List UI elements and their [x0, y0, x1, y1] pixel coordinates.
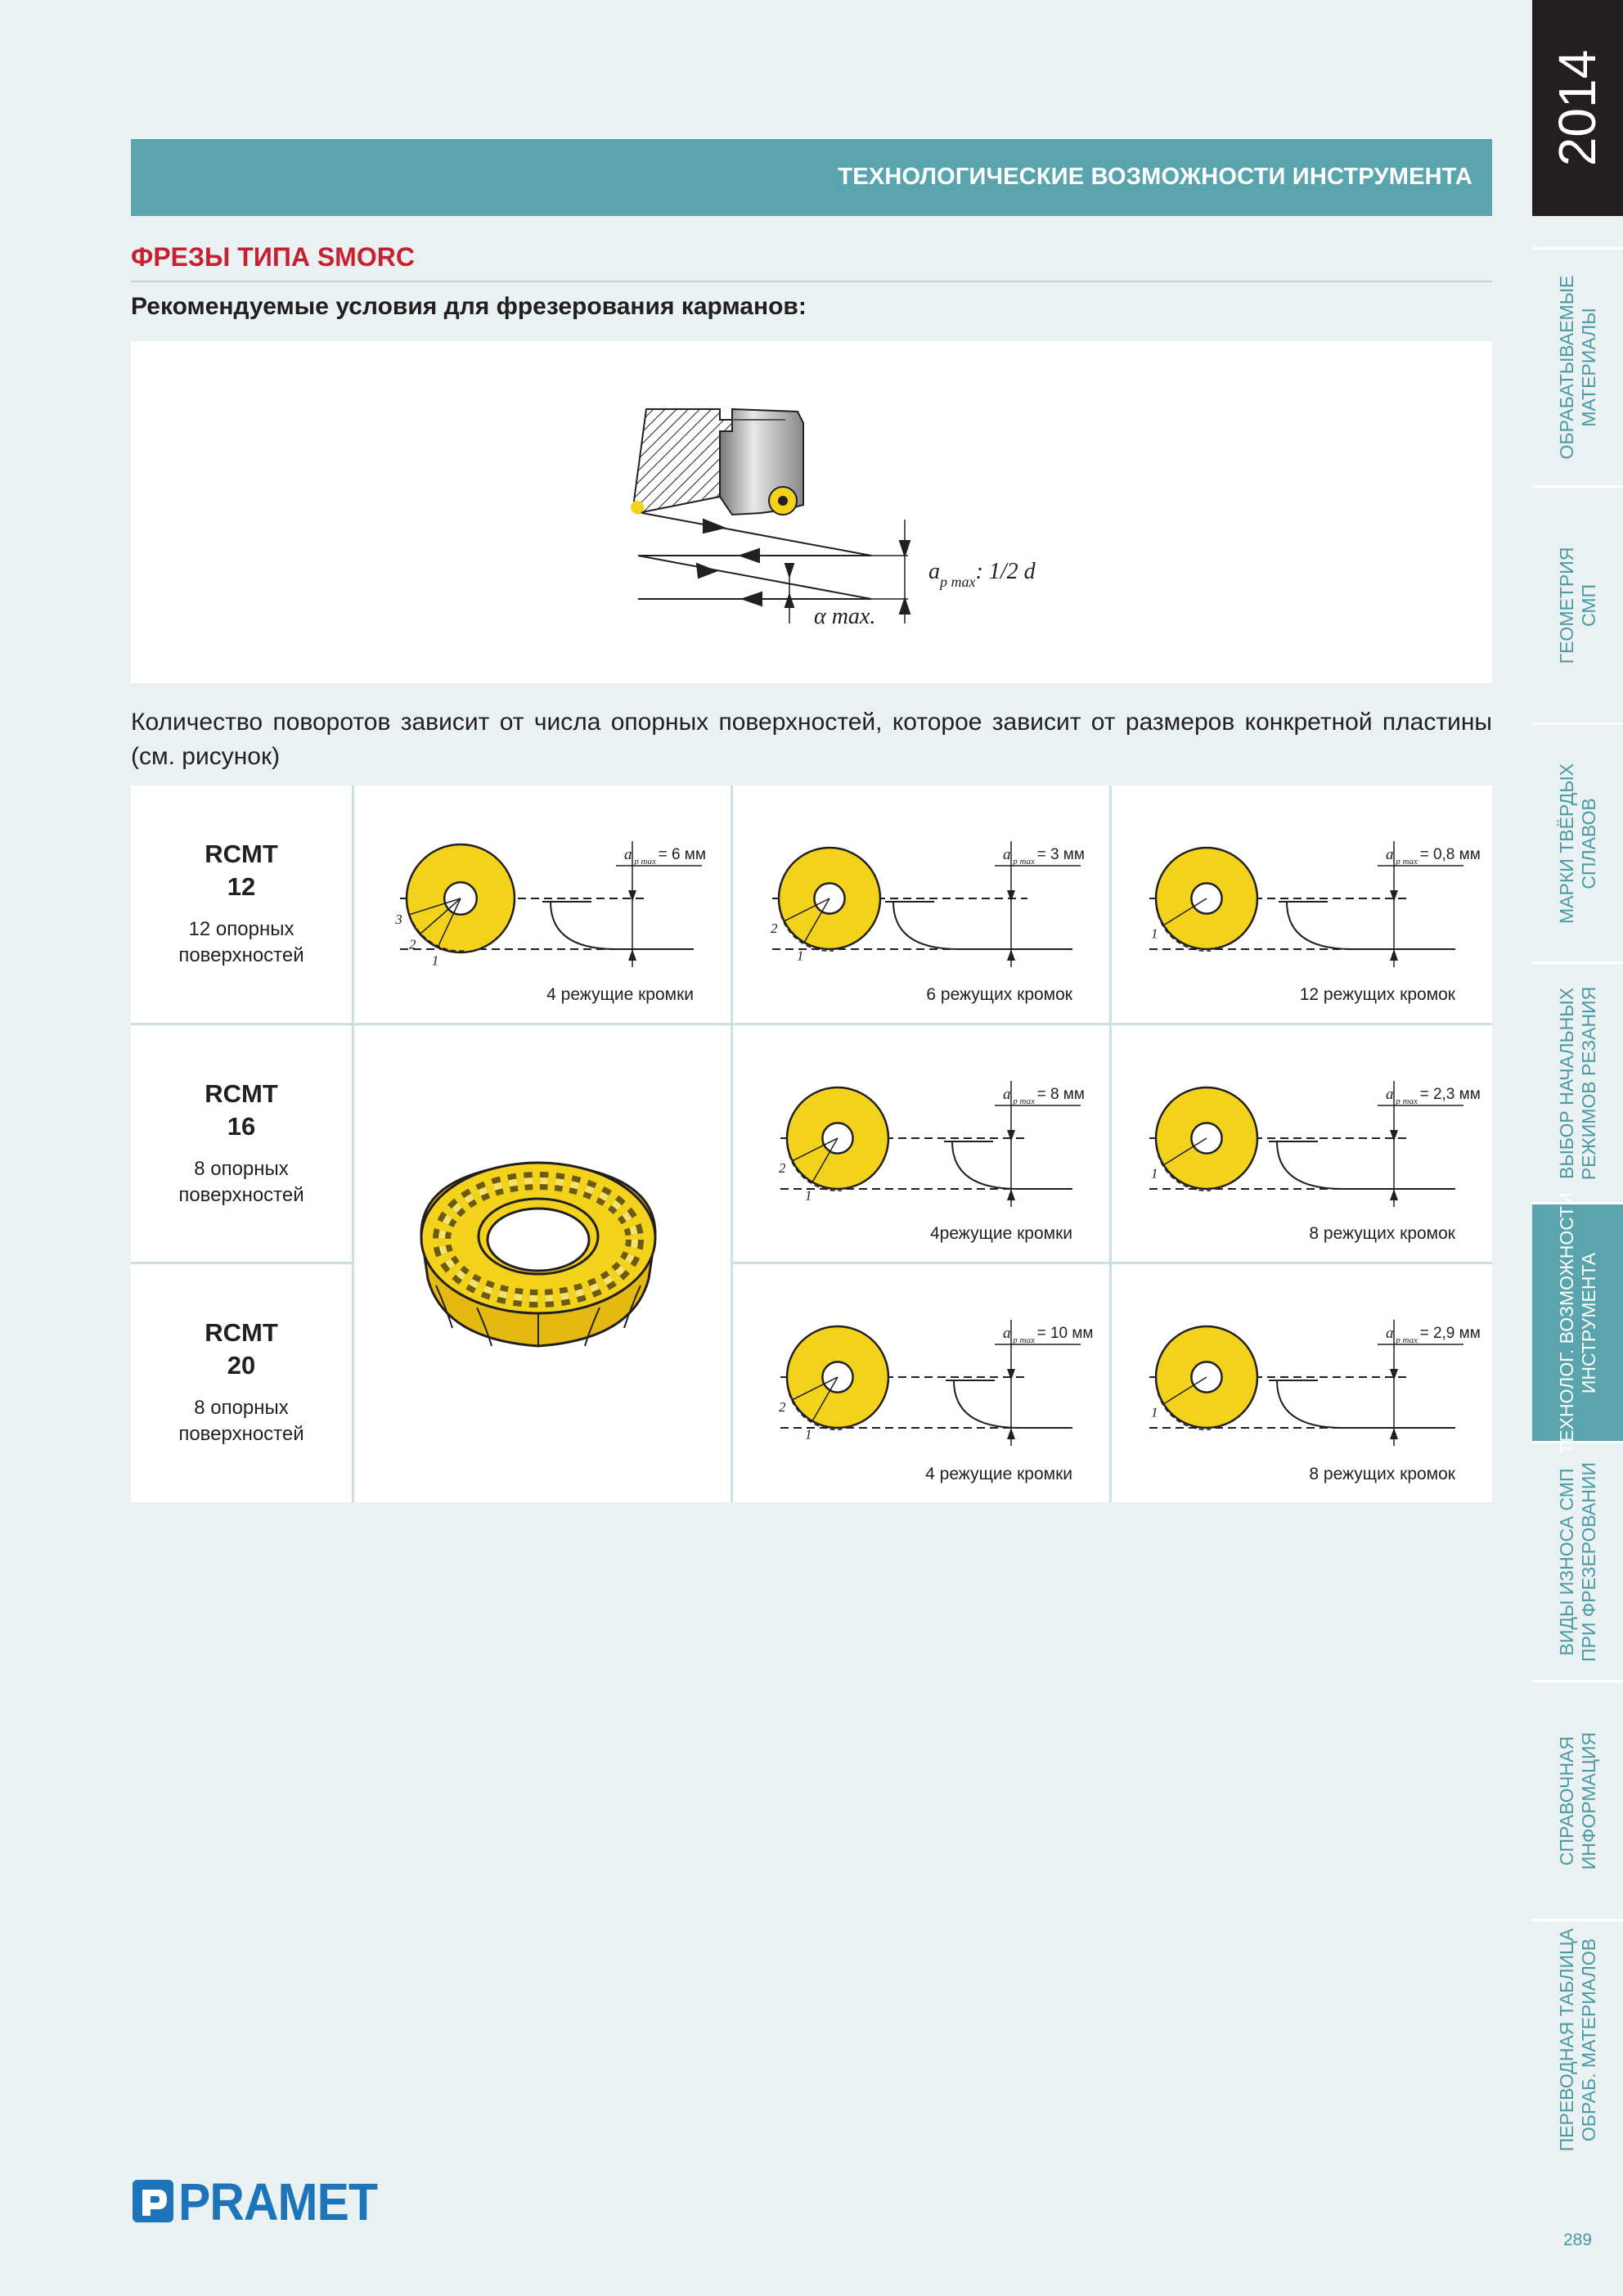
page-title: ФРЕЗЫ ТИПА SMORC — [131, 242, 415, 272]
insert-table — [131, 786, 1492, 1502]
sidebar-tab-label: ПЕРЕВОДНАЯ ТАБЛИЦА ОБРАБ. МАТЕРИАЛОВ — [1556, 1928, 1599, 2152]
support-word: поверхностей — [178, 1184, 304, 1206]
insert-name: RCMT — [205, 1079, 278, 1108]
insert-size: 20 — [227, 1351, 256, 1380]
milling-cutter-drawing — [131, 341, 1492, 683]
sidebar-tab-materials[interactable] — [1532, 247, 1623, 485]
edge-diagram — [733, 1264, 1109, 1502]
sidebar-tab-material-conversion[interactable] — [1532, 1919, 1623, 2159]
svg-text:1: 1 — [805, 1187, 812, 1204]
sidebar-tab-label: ВЫБОР НАЧАЛЬНЫХ РЕЖИМОВ РЕЗАНИЯ — [1556, 986, 1599, 1180]
page-number: 289 — [1562, 2231, 1593, 2249]
sidebar-tab-reference-info[interactable] — [1532, 1680, 1623, 1919]
support-word: поверхностей — [178, 944, 304, 966]
support-count: 12 опорных — [188, 918, 294, 940]
edge-diagram — [733, 786, 1109, 1023]
svg-text:3: 3 — [395, 912, 402, 928]
section-header-title: ТЕХНОЛОГИЧЕСКИЕ ВОЗМОЖНОСТИ ИНСТРУМЕНТА — [838, 164, 1472, 190]
insert-name: RCMT — [205, 840, 278, 868]
svg-text:a p max = 8 мм: a $_{p max}$ = 8 мм — [1003, 1086, 1085, 1106]
alpha-max-label: α max. — [814, 604, 876, 629]
svg-text:2: 2 — [779, 1399, 786, 1415]
year-label: 2014 — [1548, 49, 1607, 167]
edge-diagram-cell — [1112, 1264, 1492, 1502]
intro-paragraph: Количество поворотов зависит от числа опорных поверхностей, которое зависит от размеров конкретной пластины (см. рисунок) — [131, 709, 1492, 770]
ap-symbol: a — [928, 559, 940, 584]
page-subtitle: Рекомендуемые условия для фрезерования карманов: — [131, 293, 807, 320]
row-label-rcmt-12 — [131, 786, 352, 1023]
pramet-logo — [131, 2172, 378, 2231]
svg-text:2: 2 — [771, 921, 778, 936]
insert-size: 12 — [227, 872, 256, 901]
insert-size: 16 — [227, 1112, 256, 1141]
sidebar-tab-label: ОБРАБАТЫВАЕМЫЕ МАТЕРИАЛЫ — [1556, 275, 1599, 460]
row-label-rcmt-16 — [131, 1025, 352, 1262]
pramet-logo-text: PRAMET — [178, 2172, 378, 2231]
edge-count-caption: 6 режущих кромок — [926, 985, 1072, 1004]
sidebar-tab-label: ГЕОМЕТРИЯ СМП — [1556, 547, 1599, 664]
section-header-bar — [131, 139, 1492, 216]
svg-text:ap max: 1/2 d — [928, 559, 1036, 590]
sidebar-tab-label: МАРКИ ТВЁРДЫХ СПЛАВОВ — [1556, 763, 1599, 924]
edge-count-caption: 8 режущих кромок — [1309, 1224, 1455, 1243]
row-label-rcmt-20 — [131, 1264, 352, 1502]
insert-photo-cell — [354, 1025, 731, 1502]
edge-diagram-cell — [733, 786, 1109, 1023]
svg-text:a p max = 3 мм: a $_{p max}$ = 3 мм — [1003, 846, 1085, 867]
svg-text:a p max = 0,8 мм: a $_{p max}$ = 0,8 мм — [1386, 846, 1481, 867]
edge-diagram-cell — [733, 1025, 1109, 1262]
sidebar-tab-label: СПРАВОЧНАЯ ИНФОРМАЦИЯ — [1556, 1731, 1599, 1870]
sidebar-tab-geometry[interactable] — [1532, 485, 1623, 723]
sidebar-tab-cutting-conditions[interactable] — [1532, 961, 1623, 1202]
sidebar-tab-label: ВИДЫ ИЗНОСА СМП ПРИ ФРЕЗЕРОВАНИИ — [1556, 1461, 1599, 1662]
edge-count-caption: 4режущие кромки — [929, 1224, 1072, 1243]
support-word: поверхностей — [178, 1423, 304, 1445]
svg-text:a p max = 2,3 мм: a $_{p max}$ = 2,3 мм — [1386, 1086, 1481, 1106]
sidebar-tab-wear-types[interactable] — [1532, 1441, 1623, 1680]
edge-diagram — [733, 1025, 1109, 1262]
svg-text:1: 1 — [1151, 925, 1158, 942]
pramet-logo-icon — [131, 2177, 178, 2226]
sidebar-tab-label: ТЕХНОЛОГ. ВОЗМОЖНОСТИ ИНСТРУМЕНТА — [1556, 1191, 1599, 1454]
edge-diagram — [354, 786, 731, 1023]
title-divider — [131, 281, 1492, 282]
year-block — [1532, 0, 1623, 216]
edge-count-caption: 12 режущих кромок — [1299, 985, 1455, 1004]
svg-text:a p max = 2,9 мм: a $_{p max}$ = 2,9 мм — [1386, 1325, 1481, 1345]
svg-text:a p max = 10 мм: a $_{p max}$ = 10 мм — [1003, 1325, 1094, 1345]
insert-name: RCMT — [205, 1318, 278, 1347]
edge-diagram-cell — [1112, 1025, 1492, 1262]
ap-value: : 1/2 d — [975, 559, 1036, 584]
edge-count-caption: 4 режущие кромки — [925, 1465, 1072, 1483]
svg-text:1: 1 — [797, 948, 804, 964]
edge-diagram-cell — [1112, 786, 1492, 1023]
svg-text:1: 1 — [1151, 1165, 1158, 1182]
rcmt-insert-illustration — [354, 1025, 731, 1502]
edge-diagram-cell — [354, 786, 731, 1023]
support-count: 8 опорных — [194, 1397, 289, 1419]
edge-diagram-cell — [733, 1264, 1109, 1502]
svg-text:1: 1 — [1151, 1404, 1158, 1420]
edge-count-caption: 4 режущие кромки — [546, 985, 694, 1004]
edge-diagram — [1112, 1025, 1492, 1262]
pocket-milling-diagram — [131, 341, 1492, 683]
svg-text:2: 2 — [409, 936, 416, 952]
edge-count-caption: 8 режущих кромок — [1309, 1465, 1455, 1483]
sidebar-tab-tool-capabilities[interactable] — [1532, 1191, 1623, 1454]
svg-text:1: 1 — [431, 952, 439, 969]
svg-text:2: 2 — [779, 1160, 786, 1176]
support-count: 8 опорных — [194, 1158, 289, 1180]
sidebar-tab-carbide-grades[interactable] — [1532, 723, 1623, 961]
svg-text:1: 1 — [805, 1426, 812, 1443]
svg-text:a p max = 6 мм: a $_{p max}$ = 6 мм — [624, 846, 706, 867]
edge-diagram — [1112, 1264, 1492, 1502]
ap-subscript: p max — [940, 574, 976, 590]
edge-diagram — [1112, 786, 1492, 1023]
